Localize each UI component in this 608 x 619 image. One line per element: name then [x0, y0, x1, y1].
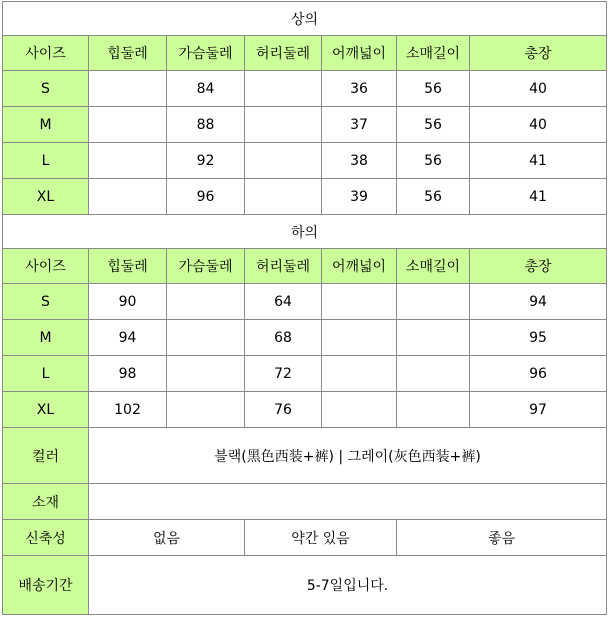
bottom-size-label: XL	[3, 392, 89, 428]
bottom-measurement-cell	[397, 356, 470, 392]
bottom-measurement-cell: 97	[470, 392, 607, 428]
top-column-header: 허리둘레	[245, 36, 322, 71]
bottom-section-title: 하의	[3, 215, 607, 249]
top-column-header: 어깨넓이	[322, 36, 397, 71]
bottom-size-row	[3, 320, 607, 356]
top-measurement-cell: 40	[470, 71, 607, 107]
top-measurement-cell: 41	[470, 179, 607, 215]
bottom-measurement-cell	[397, 284, 470, 320]
top-measurement-cell: 56	[397, 71, 470, 107]
top-column-header: 소매길이	[397, 36, 470, 71]
bottom-measurement-cell: 64	[245, 284, 322, 320]
bottom-measurement-cell	[322, 284, 397, 320]
top-measurement-cell	[89, 143, 167, 179]
bottom-size-label: S	[3, 284, 89, 320]
top-measurement-cell: 56	[397, 179, 470, 215]
bottom-column-header: 어깨넓이	[322, 249, 397, 284]
bottom-size-label: M	[3, 320, 89, 356]
top-measurement-cell: 39	[322, 179, 397, 215]
material-label: 소재	[3, 484, 89, 520]
bottom-size-row	[3, 356, 607, 392]
top-measurement-cell	[89, 179, 167, 215]
color-row	[3, 428, 607, 484]
bottom-section-title-row	[3, 215, 607, 249]
stretch-option-none: 없음	[89, 520, 245, 556]
material-row	[3, 484, 607, 520]
top-size-row	[3, 71, 607, 107]
stretch-row	[3, 520, 607, 556]
top-header-row	[3, 36, 607, 71]
bottom-measurement-cell	[167, 356, 245, 392]
top-size-row	[3, 107, 607, 143]
bottom-measurement-cell	[167, 284, 245, 320]
top-size-label: S	[3, 71, 89, 107]
top-measurement-cell	[245, 179, 322, 215]
bottom-measurement-cell: 94	[470, 284, 607, 320]
top-measurement-cell: 37	[322, 107, 397, 143]
top-size-label: L	[3, 143, 89, 179]
top-measurement-cell: 38	[322, 143, 397, 179]
bottom-measurement-cell	[322, 392, 397, 428]
top-measurement-cell: 40	[470, 107, 607, 143]
bottom-size-row	[3, 284, 607, 320]
top-measurement-cell	[245, 107, 322, 143]
top-section-title: 상의	[3, 2, 607, 36]
bottom-column-header: 소매길이	[397, 249, 470, 284]
shipping-value: 5-7일입니다.	[89, 556, 607, 615]
color-value: 블랙(黑色西装+裤) | 그레이(灰色西装+裤)	[89, 428, 607, 484]
top-measurement-cell	[245, 71, 322, 107]
bottom-measurement-cell	[322, 320, 397, 356]
bottom-header-row	[3, 249, 607, 284]
bottom-size-row	[3, 392, 607, 428]
bottom-column-header: 사이즈	[3, 249, 89, 284]
top-size-label: M	[3, 107, 89, 143]
top-column-header: 총장	[470, 36, 607, 71]
top-column-header: 가슴둘레	[167, 36, 245, 71]
top-measurement-cell	[89, 71, 167, 107]
top-measurement-cell: 41	[470, 143, 607, 179]
bottom-measurement-cell	[322, 356, 397, 392]
bottom-column-header: 허리둘레	[245, 249, 322, 284]
top-measurement-cell: 88	[167, 107, 245, 143]
bottom-measurement-cell: 102	[89, 392, 167, 428]
top-measurement-cell: 84	[167, 71, 245, 107]
top-measurement-cell: 56	[397, 143, 470, 179]
bottom-measurement-cell: 72	[245, 356, 322, 392]
bottom-measurement-cell: 68	[245, 320, 322, 356]
material-value	[89, 484, 607, 520]
stretch-option-slight: 약간 있음	[245, 520, 397, 556]
shipping-row	[3, 556, 607, 615]
top-size-row	[3, 143, 607, 179]
top-measurement-cell: 36	[322, 71, 397, 107]
stretch-label: 신축성	[3, 520, 89, 556]
bottom-size-label: L	[3, 356, 89, 392]
top-section-title-row	[3, 2, 607, 36]
bottom-measurement-cell: 94	[89, 320, 167, 356]
top-column-header: 힙둘레	[89, 36, 167, 71]
size-chart-table	[2, 1, 607, 615]
bottom-measurement-cell	[167, 320, 245, 356]
top-measurement-cell	[245, 143, 322, 179]
top-measurement-cell	[89, 107, 167, 143]
top-measurement-cell: 96	[167, 179, 245, 215]
color-label: 컬러	[3, 428, 89, 484]
shipping-label: 배송기간	[3, 556, 89, 615]
bottom-measurement-cell: 76	[245, 392, 322, 428]
top-measurement-cell: 56	[397, 107, 470, 143]
bottom-column-header: 가슴둘레	[167, 249, 245, 284]
stretch-option-good: 좋음	[397, 520, 607, 556]
bottom-measurement-cell: 96	[470, 356, 607, 392]
top-size-row	[3, 179, 607, 215]
top-column-header: 사이즈	[3, 36, 89, 71]
bottom-measurement-cell: 98	[89, 356, 167, 392]
bottom-measurement-cell	[397, 320, 470, 356]
top-size-label: XL	[3, 179, 89, 215]
bottom-column-header: 힙둘레	[89, 249, 167, 284]
bottom-measurement-cell	[397, 392, 470, 428]
bottom-column-header: 총장	[470, 249, 607, 284]
bottom-measurement-cell: 90	[89, 284, 167, 320]
bottom-measurement-cell	[167, 392, 245, 428]
top-measurement-cell: 92	[167, 143, 245, 179]
bottom-measurement-cell: 95	[470, 320, 607, 356]
